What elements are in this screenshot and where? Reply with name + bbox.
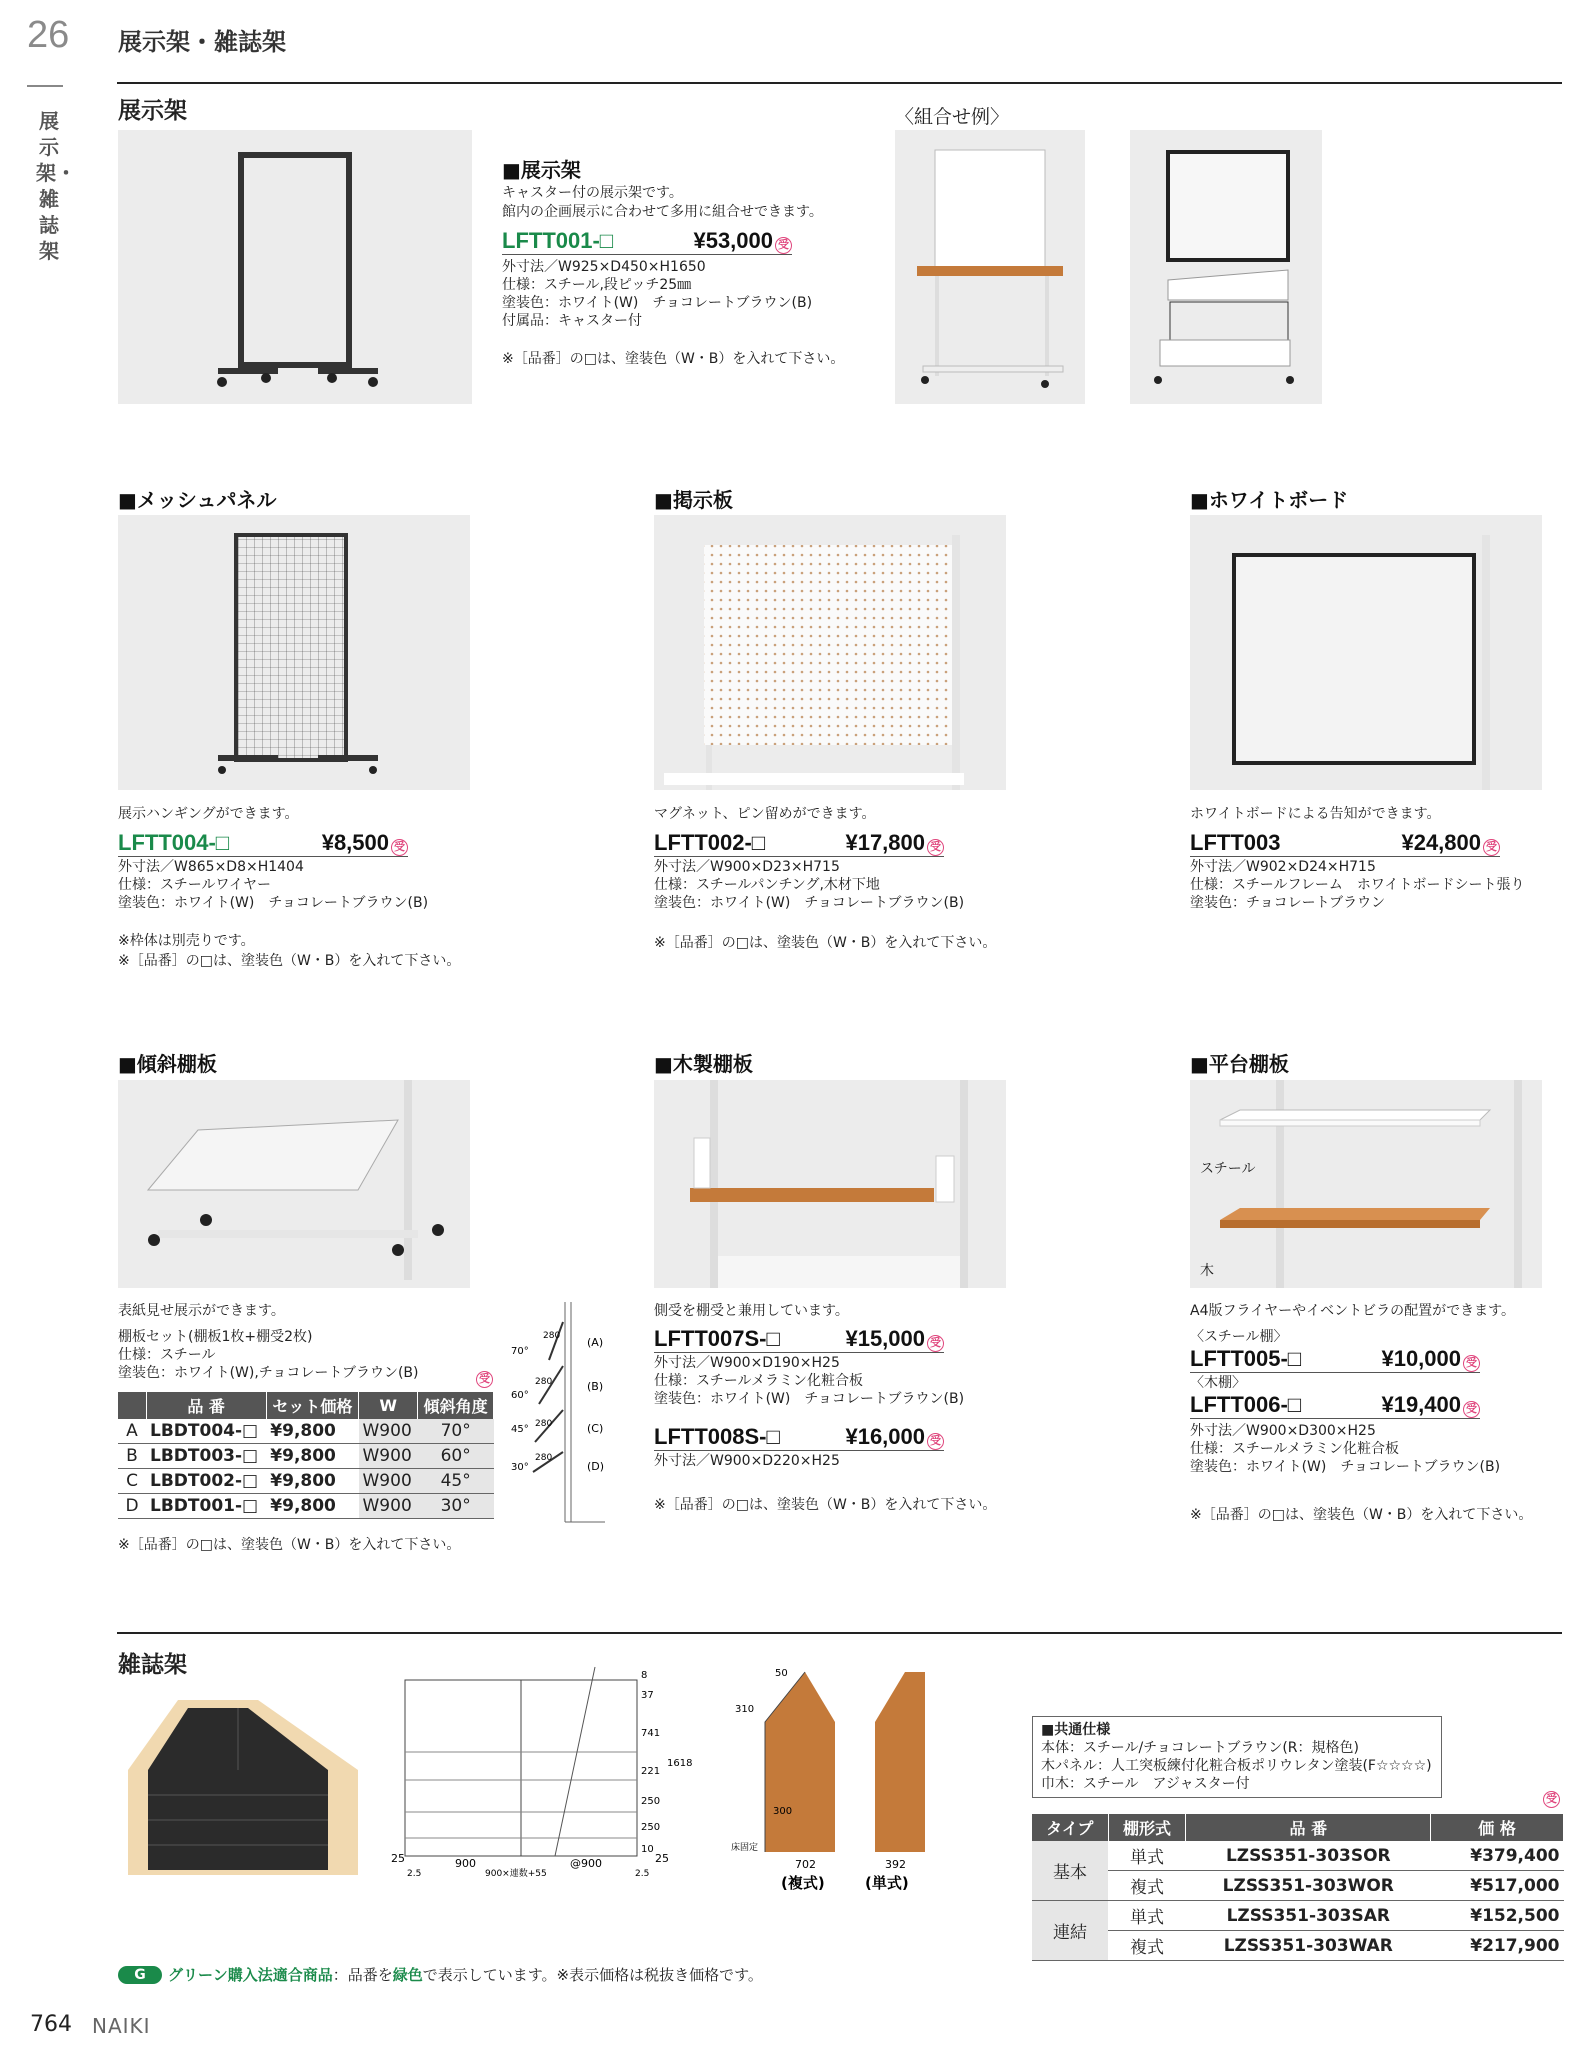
table-row: B LBDT003-□ ¥9,800 W900 60° bbox=[118, 1444, 494, 1469]
mesh-price: ¥8,500 bbox=[321, 830, 389, 855]
svg-text:(A): (A) bbox=[587, 1336, 604, 1349]
svg-text:280: 280 bbox=[535, 1377, 553, 1387]
svg-text:280: 280 bbox=[543, 1331, 561, 1341]
svg-text:1618: 1618 bbox=[667, 1758, 693, 1769]
svg-text:50: 50 bbox=[775, 1668, 788, 1679]
order-badge-icon: 受 bbox=[927, 1433, 944, 1450]
keiji-spec-0: 外寸法／W900×D23×H715 bbox=[654, 859, 840, 875]
mesh-photo bbox=[118, 515, 470, 790]
zasshi-table: タイプ 棚形式 品 番 価 格 基本 単式 LZSS351-303SOR ¥379,400 複式 LZSS351-303WOR ¥517,000 連結 単式 LZSS351-303SAR ¥152,500 複式 LZSS351-303WAR ¥217,900 bbox=[1032, 1814, 1564, 1961]
footer-brand: NAIKI bbox=[92, 2014, 151, 2038]
mokusei-desc: 側受を棚受と兼用しています。 bbox=[654, 1303, 849, 1319]
mesh-spec-0: 外寸法／W865×D8×H1404 bbox=[118, 859, 304, 875]
heidai-price-line-2 bbox=[1190, 1392, 1480, 1419]
section-title-tenji: 展示架 bbox=[118, 98, 187, 124]
mesh-code: LFTT004-□ bbox=[118, 830, 230, 855]
footer-page-number: 764 bbox=[30, 2012, 72, 2037]
heidai-sub2: 〈木棚〉 bbox=[1190, 1375, 1246, 1391]
svg-text:280: 280 bbox=[535, 1453, 553, 1463]
heidai-spec-1: 仕様：スチールメラミン化粧合板 bbox=[1190, 1441, 1400, 1457]
tenji-photo bbox=[118, 130, 472, 404]
tenji-price: ¥53,000 bbox=[693, 228, 773, 253]
whiteboard-code: LFTT003 bbox=[1190, 830, 1281, 855]
keisha-table: 品 番 セット価格 W 傾斜角度 A LBDT004-□ ¥9,800 W900 70° B LBDT003-□ ¥9,800 W900 60° C LBDT002-□ ¥9,800 W900 45° D LBDT001-□ ¥9,800 W900 30° bbox=[118, 1392, 494, 1519]
mesh-spec-1: 仕様：スチールワイヤー bbox=[118, 877, 272, 893]
svg-text:702: 702 bbox=[795, 1858, 816, 1871]
common-spec-1: 木パネル：人工突板練付化粧合板ポリウレタン塗装(F☆☆☆☆) bbox=[1041, 1758, 1432, 1774]
heidai-photo bbox=[1190, 1080, 1542, 1288]
keisha-spec-0: 棚板セット(棚板1枚+棚受2枚) bbox=[118, 1329, 313, 1345]
heidai-steel-label: スチール bbox=[1200, 1161, 1256, 1177]
mesh-price-line bbox=[118, 830, 408, 857]
zasshi-photo bbox=[118, 1680, 368, 1880]
green-mark-icon: G bbox=[118, 1966, 162, 1984]
mokusei-photo bbox=[654, 1080, 1006, 1288]
green-note bbox=[118, 1964, 763, 1985]
svg-text:(D): (D) bbox=[587, 1460, 605, 1473]
mokusei-price-line-2 bbox=[654, 1424, 944, 1451]
combo-label: 〈組合せ例〉 bbox=[895, 106, 1010, 128]
common-spec-0: 本体：スチール/チョコレートブラウン(R：規格色) bbox=[1041, 1740, 1359, 1756]
svg-text:300: 300 bbox=[773, 1806, 793, 1817]
svg-text:(複式): (複式) bbox=[781, 1874, 825, 1892]
svg-text:(C): (C) bbox=[587, 1422, 604, 1435]
table-row: 複式 LZSS351-303WOR ¥517,000 bbox=[1032, 1871, 1564, 1901]
mesh-note2: ※［品番］の□は、塗装色（W・B）を入れて下さい。 bbox=[118, 953, 461, 969]
heidai-note: ※［品番］の□は、塗装色（W・B）を入れて下さい。 bbox=[1190, 1507, 1533, 1523]
mokusei-heading: ■木製棚板 bbox=[654, 1052, 753, 1076]
keiji-heading: ■掲示板 bbox=[654, 488, 733, 512]
zasshi-common-box bbox=[1032, 1716, 1442, 1798]
combo-photo-1 bbox=[895, 130, 1085, 404]
svg-text:8: 8 bbox=[641, 1670, 648, 1681]
green-label: グリーン購入法適合商品 bbox=[168, 1966, 333, 1984]
mokusei-spec1-2: 塗装色：ホワイト(W) チョコレートブラウン(B) bbox=[654, 1391, 965, 1407]
svg-text:741: 741 bbox=[641, 1728, 661, 1739]
mokusei-note: ※［品番］の□は、塗装色（W・B）を入れて下さい。 bbox=[654, 1497, 997, 1513]
keiji-photo bbox=[654, 515, 1006, 790]
order-badge-icon: 受 bbox=[927, 839, 944, 856]
svg-text:310: 310 bbox=[735, 1704, 755, 1715]
green-note-text-2: で表示しています。※表示価格は税抜き価格です。 bbox=[422, 1966, 763, 1984]
keisha-spec-1: 仕様：スチール bbox=[118, 1347, 216, 1363]
keiji-note: ※［品番］の□は、塗装色（W・B）を入れて下さい。 bbox=[654, 935, 997, 951]
heidai-heading: ■平台棚板 bbox=[1190, 1052, 1289, 1076]
section-title-zasshi: 雑誌架 bbox=[118, 1652, 187, 1678]
svg-text:2.5: 2.5 bbox=[635, 1869, 650, 1878]
tenji-spec-2: 塗装色：ホワイト(W) チョコレートブラウン(B) bbox=[502, 295, 813, 311]
heidai-desc: A4版フライヤーやイベントビラの配置ができます。 bbox=[1190, 1303, 1515, 1319]
tenji-note: ※［品番］の□は、塗装色（W・B）を入れて下さい。 bbox=[502, 351, 845, 367]
keisha-desc: 表紙見せ展示ができます。 bbox=[118, 1303, 285, 1319]
vertical-category-label: 展示架・雑誌架 bbox=[36, 109, 76, 263]
svg-text:25: 25 bbox=[655, 1852, 669, 1865]
table-row: C LBDT002-□ ¥9,800 W900 45° bbox=[118, 1469, 494, 1494]
mokusei-spec2-0: 外寸法／W900×D220×H25 bbox=[654, 1453, 840, 1469]
tenji-spec-1: 仕様：スチール,段ピッチ25㎜ bbox=[502, 277, 692, 293]
keisha-note: ※［品番］の□は、塗装色（W・B）を入れて下さい。 bbox=[118, 1537, 461, 1553]
svg-text:70°: 70° bbox=[511, 1346, 529, 1357]
combo-photo-2 bbox=[1130, 130, 1322, 404]
svg-text:37: 37 bbox=[641, 1690, 654, 1701]
heidai-code-2: LFTT006-□ bbox=[1190, 1392, 1302, 1417]
table-row: A LBDT004-□ ¥9,800 W900 70° bbox=[118, 1419, 494, 1444]
common-spec-2: 巾木：スチール アジャスター付 bbox=[1041, 1776, 1250, 1792]
order-badge-icon: 受 bbox=[775, 237, 792, 254]
keisha-spec-2: 塗装色：ホワイト(W),チョコレートブラウン(B) bbox=[118, 1365, 419, 1381]
page-section-number: 26 bbox=[27, 14, 70, 56]
keiji-price-line bbox=[654, 830, 944, 857]
mokusei-code-2: LFTT008S-□ bbox=[654, 1424, 780, 1449]
green-word: 緑色 bbox=[392, 1966, 423, 1984]
tenji-desc1: キャスター付の展示架です。 bbox=[502, 185, 683, 201]
tenji-price-line bbox=[502, 228, 792, 255]
svg-text:@900: @900 bbox=[570, 1857, 602, 1870]
svg-text:(B): (B) bbox=[587, 1380, 604, 1393]
svg-text:392: 392 bbox=[885, 1858, 906, 1871]
table-row: D LBDT001-□ ¥9,800 W900 30° bbox=[118, 1494, 494, 1519]
order-badge-icon: 受 bbox=[1483, 839, 1500, 856]
zasshi-front-diagram bbox=[385, 1662, 695, 1878]
svg-text:25: 25 bbox=[391, 1852, 405, 1865]
svg-text:60°: 60° bbox=[511, 1390, 529, 1401]
category-title: 展示架・雑誌架 bbox=[118, 28, 286, 56]
mesh-desc: 展示ハンギングができます。 bbox=[118, 806, 299, 822]
heidai-price-1: ¥10,000 bbox=[1381, 1346, 1461, 1371]
heidai-wood-label: 木 bbox=[1200, 1263, 1214, 1279]
svg-text:2.5: 2.5 bbox=[407, 1869, 422, 1878]
order-badge-icon: 受 bbox=[1463, 1355, 1480, 1372]
order-badge-icon: 受 bbox=[1543, 1791, 1560, 1808]
heidai-spec-0: 外寸法／W900×D300×H25 bbox=[1190, 1423, 1376, 1439]
zasshi-side-diagram bbox=[725, 1662, 945, 1894]
table-row: 基本 単式 LZSS351-303SOR ¥379,400 bbox=[1032, 1841, 1564, 1871]
common-heading: ■共通仕様 bbox=[1041, 1722, 1111, 1738]
keisha-heading: ■傾斜棚板 bbox=[118, 1052, 217, 1076]
svg-text:30°: 30° bbox=[511, 1462, 529, 1473]
table-row: 連結 単式 LZSS351-303SAR ¥152,500 bbox=[1032, 1901, 1564, 1931]
mokusei-price-2: ¥16,000 bbox=[845, 1424, 925, 1449]
whiteboard-spec-1: 仕様：スチールフレーム ホワイトボードシート張り bbox=[1190, 877, 1525, 893]
mokusei-spec1-0: 外寸法／W900×D190×H25 bbox=[654, 1355, 840, 1371]
heidai-sub1: 〈スチール棚〉 bbox=[1190, 1329, 1288, 1345]
svg-text:10: 10 bbox=[641, 1844, 654, 1855]
mokusei-code-1: LFTT007S-□ bbox=[654, 1326, 780, 1351]
mesh-note1: ※枠体は別売りです。 bbox=[118, 933, 255, 949]
svg-text:250: 250 bbox=[641, 1796, 661, 1807]
order-badge-icon: 受 bbox=[927, 1335, 944, 1352]
whiteboard-photo bbox=[1190, 515, 1542, 790]
keiji-spec-1: 仕様：スチールパンチング,木材下地 bbox=[654, 877, 880, 893]
svg-text:221: 221 bbox=[641, 1766, 661, 1777]
keiji-spec-2: 塗装色：ホワイト(W) チョコレートブラウン(B) bbox=[654, 895, 965, 911]
divider bbox=[27, 85, 63, 87]
svg-text:45°: 45° bbox=[511, 1424, 529, 1435]
order-badge-icon: 受 bbox=[1463, 1401, 1480, 1418]
keiji-desc: マグネット、ピン留めができます。 bbox=[654, 806, 876, 822]
mokusei-spec1-1: 仕様：スチールメラミン化粧合板 bbox=[654, 1373, 864, 1389]
mokusei-price-line-1 bbox=[654, 1326, 944, 1353]
tenji-desc2: 館内の企画展示に合わせて多用に組合せできます。 bbox=[502, 204, 823, 220]
keiji-price: ¥17,800 bbox=[845, 830, 925, 855]
svg-text:900×連数+55: 900×連数+55 bbox=[485, 1869, 547, 1878]
heidai-price-line-1 bbox=[1190, 1346, 1480, 1373]
mokusei-price-1: ¥15,000 bbox=[845, 1326, 925, 1351]
zasshi-rule bbox=[117, 1632, 1562, 1634]
svg-text:280: 280 bbox=[535, 1419, 553, 1429]
table-row: 複式 LZSS351-303WAR ¥217,900 bbox=[1032, 1931, 1564, 1961]
heidai-spec-2: 塗装色：ホワイト(W) チョコレートブラウン(B) bbox=[1190, 1459, 1501, 1475]
keisha-angle-diagram bbox=[505, 1292, 625, 1532]
whiteboard-price-line bbox=[1190, 830, 1500, 857]
svg-text:900: 900 bbox=[455, 1857, 476, 1870]
tenji-spec-3: 付属品：キャスター付 bbox=[502, 313, 642, 329]
top-rule bbox=[117, 82, 1562, 84]
mesh-heading: ■メッシュパネル bbox=[118, 488, 277, 512]
whiteboard-spec-0: 外寸法／W902×D24×H715 bbox=[1190, 859, 1376, 875]
heidai-price-2: ¥19,400 bbox=[1381, 1392, 1461, 1417]
whiteboard-spec-2: 塗装色：チョコレートブラウン bbox=[1190, 895, 1386, 911]
mesh-spec-2: 塗装色：ホワイト(W) チョコレートブラウン(B) bbox=[118, 895, 429, 911]
order-badge-icon: 受 bbox=[476, 1371, 493, 1388]
keiji-code: LFTT002-□ bbox=[654, 830, 766, 855]
tenji-spec-0: 外寸法／W925×D450×H1650 bbox=[502, 259, 706, 275]
tenji-code: LFTT001-□ bbox=[502, 228, 614, 253]
svg-text:250: 250 bbox=[641, 1822, 661, 1833]
whiteboard-desc: ホワイトボードによる告知ができます。 bbox=[1190, 806, 1441, 822]
green-note-text-1: ：品番を bbox=[332, 1966, 393, 1984]
whiteboard-price: ¥24,800 bbox=[1401, 830, 1481, 855]
svg-text:(単式): (単式) bbox=[865, 1874, 909, 1892]
whiteboard-heading: ■ホワイトボード bbox=[1190, 488, 1349, 512]
heidai-code-1: LFTT005-□ bbox=[1190, 1346, 1302, 1371]
svg-text:床固定: 床固定 bbox=[731, 1843, 759, 1853]
tenji-heading: ■展示架 bbox=[502, 158, 581, 182]
order-badge-icon: 受 bbox=[391, 839, 408, 856]
keisha-photo bbox=[118, 1080, 470, 1288]
